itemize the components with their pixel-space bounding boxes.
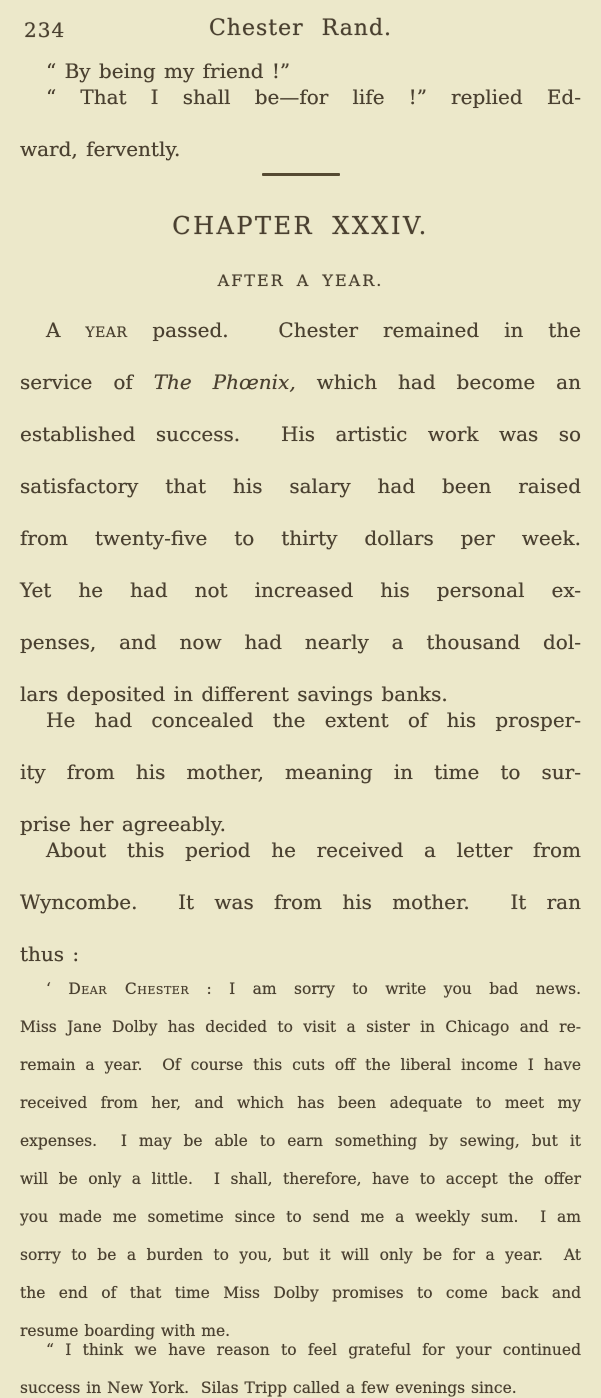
text-segment: About this period he received a letter from: [46, 838, 581, 862]
text-line: [20, 681, 581, 707]
text-line: [20, 317, 581, 369]
paragraph: [20, 1341, 581, 1398]
text-segment: He had concealed the extent of his prosper-: [46, 708, 581, 732]
text-line: [20, 1322, 581, 1341]
text-line: [20, 421, 581, 473]
chapter-heading: CHAPTER XXXIV.: [172, 212, 429, 240]
italic-text: The Phœnix,: [153, 370, 296, 394]
text-line: [20, 136, 581, 162]
text-line: [20, 707, 581, 759]
page-content: [20, 58, 581, 1398]
text-segment: lars deposited in different savings banks.: [20, 682, 448, 706]
section-divider: [262, 173, 340, 176]
paragraph: [20, 837, 581, 967]
text-segment: : I am sorry to write you bad news.: [189, 980, 582, 998]
text-line: [20, 1246, 581, 1284]
text-line: [20, 1341, 581, 1379]
text-segment: resume boarding with me.: [20, 1322, 231, 1340]
text-line: [20, 577, 581, 629]
text-segment: satisfactory that his salary had been raised: [20, 474, 581, 498]
small-caps-text: year: [85, 318, 128, 342]
paragraph: [20, 84, 581, 162]
text-segment: from twenty-five to thirty dollars per week.: [20, 526, 581, 550]
text-segment: will be only a little. I shall, therefore, have to accept the offer: [20, 1170, 581, 1188]
text-segment: prise her agreeably.: [20, 812, 226, 836]
text-segment: received from her, and which has been adequate to meet my: [20, 1094, 581, 1112]
text-segment: A: [46, 318, 86, 342]
text-line: [20, 759, 581, 811]
text-line: [20, 980, 581, 1018]
text-line: [20, 811, 581, 837]
text-segment: established success. His artistic work was so: [20, 422, 581, 446]
text-segment: expenses. I may be able to earn something by sewing, but it: [20, 1132, 581, 1150]
page-header: [20, 16, 581, 46]
text-segment: remain a year. Of course this cuts off the liberal income I have: [20, 1056, 581, 1074]
text-line: [20, 1056, 581, 1094]
text-line: [20, 1132, 581, 1170]
page-number: 234: [24, 18, 66, 42]
text-segment: passed. Chester remained in the: [127, 318, 581, 342]
text-line: [20, 1170, 581, 1208]
text-line: [20, 1208, 581, 1246]
text-segment: “ That I shall be—for life !” replied Ed-: [46, 85, 581, 109]
text-line: [20, 1094, 581, 1132]
text-line: [20, 1379, 581, 1398]
paragraph: [20, 980, 581, 1341]
text-segment: thus :: [20, 942, 80, 966]
running-title: Chester Rand.: [208, 16, 393, 41]
text-line: [20, 1284, 581, 1322]
text-segment: Miss Jane Dolby has decided to visit a sister in Chicago and re-: [20, 1018, 581, 1036]
text-segment: which had become an: [295, 370, 581, 394]
text-segment: “ I think we have reason to feel grateful for your continued: [46, 1341, 581, 1359]
text-line: [20, 58, 581, 84]
paragraph: [20, 317, 581, 707]
text-line: [20, 1018, 581, 1056]
text-segment: Yet he had not increased his personal ex-: [20, 578, 581, 602]
text-segment: success in New York. Silas Tripp called a few evenings since.: [20, 1379, 517, 1397]
text-segment: sorry to be a burden to you, but it will only be for a year. At: [20, 1246, 581, 1264]
text-segment: penses, and now had nearly a thousand dol-: [20, 630, 581, 654]
text-segment: ity from his mother, meaning in time to sur-: [20, 760, 581, 784]
section-heading: AFTER A YEAR.: [217, 271, 384, 290]
text-segment: ‘: [46, 980, 69, 998]
text-segment: you made me sometime since to send me a weekly sum. I am: [20, 1208, 581, 1226]
paragraph: [20, 58, 581, 84]
paragraph: [20, 707, 581, 837]
text-line: [20, 837, 581, 889]
text-segment: the end of that time Miss Dolby promises to come back and: [20, 1284, 581, 1302]
text-line: [20, 473, 581, 525]
text-segment: “ By being my friend !”: [46, 59, 291, 83]
text-line: [20, 629, 581, 681]
text-line: [20, 941, 581, 967]
text-line: [20, 525, 581, 577]
text-line: [20, 369, 581, 421]
text-line: [20, 889, 581, 941]
text-segment: ward, fervently.: [20, 137, 181, 161]
text-line: [20, 84, 581, 136]
text-segment: Wyncombe. It was from his mother. It ran: [20, 890, 581, 914]
text-segment: service of: [20, 370, 154, 394]
small-caps-text: Dear Chester: [68, 980, 190, 998]
